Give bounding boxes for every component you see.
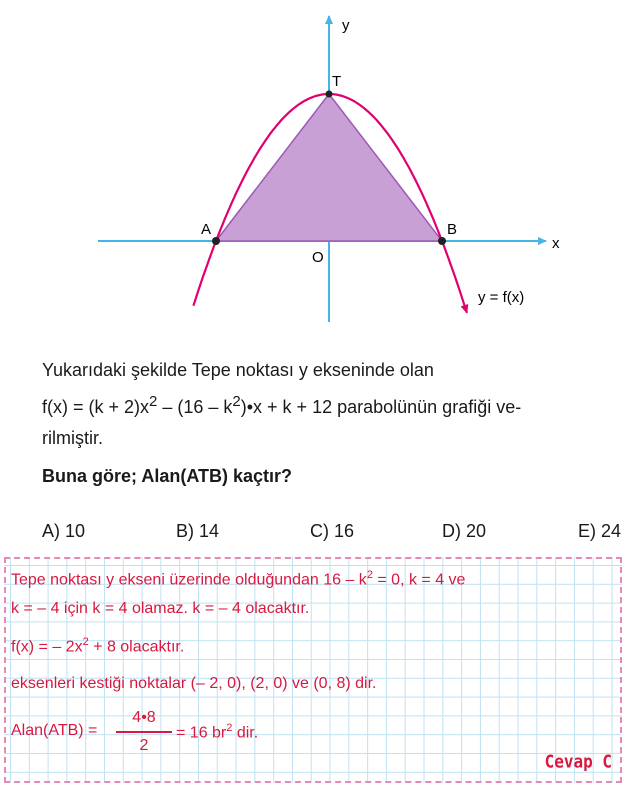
question-line-2 [42,386,622,423]
choice-c[interactable]: C) 16 [310,521,355,541]
area-label: Alan(ATB) = [11,722,98,739]
solution-box [4,557,622,783]
area-result [176,722,258,742]
point-t-label: T [332,73,342,90]
function-label: y = f(x) [478,289,525,306]
q-exponent-1: 2 [149,393,158,410]
sol-line1-exponent: 2 [366,569,373,581]
point-t-dot [326,91,333,98]
q-formula-part1: f(x) = (k + 2)x [42,397,150,417]
point-a-dot [212,237,220,245]
y-axis-label: y [342,17,350,34]
sol-line1-part1: Tepe noktası y ekseni üzerinde olduğundan 16 – k [11,571,367,589]
solution-line-2: k = – 4 için k = 4 olamaz. k = – 4 olacaktır. [11,600,310,617]
sol-line3-part2: + 8 olacaktır. [88,638,185,656]
point-b-label: B [447,221,458,238]
q-formula-part3: )•x + k + 12 parabolünün grafiği ve- [240,397,522,417]
sol-line3-exponent: 2 [82,636,89,648]
area-result-part2: dir. [232,724,259,742]
choice-a[interactable]: A) 10 [42,521,86,541]
q-exponent-2: 2 [232,393,241,410]
area-result-exponent: 2 [226,722,233,734]
sol-line1-part2: = 0, k = 4 ve [372,571,466,589]
question-prompt: Buna göre; Alan(ATB) kaçtır? [42,466,293,486]
fraction-bar [116,731,172,733]
question-line-1: Yukarıdaki şekilde Tepe noktası y ekseninde olan [42,360,434,380]
question-text [42,355,622,454]
choice-e[interactable]: E) 24 [578,521,622,541]
question-line-3: rilmiştir. [42,428,103,448]
x-axis-label: x [552,235,560,252]
solution-line-4: eksenleri kestiği noktalar (– 2, 0), (2, 0) ve (0, 8) dir. [11,675,377,692]
solution-line-1 [11,569,465,589]
choice-d[interactable]: D) 20 [442,521,487,541]
area-result-part1: = 16 br [176,724,227,742]
sol-line3-part1: f(x) = – 2x [11,638,83,656]
answer-label: Cevap C [544,751,612,772]
fraction-denominator: 2 [139,737,149,754]
point-a-label: A [201,221,212,238]
q-formula-part2: – (16 – k [157,397,233,417]
choice-b[interactable]: B) 14 [176,521,220,541]
point-b-dot [438,237,446,245]
fraction-numerator: 4•8 [132,709,156,726]
parabola-figure [0,0,634,340]
solution-line-3 [11,636,184,656]
origin-label: O [312,249,324,266]
